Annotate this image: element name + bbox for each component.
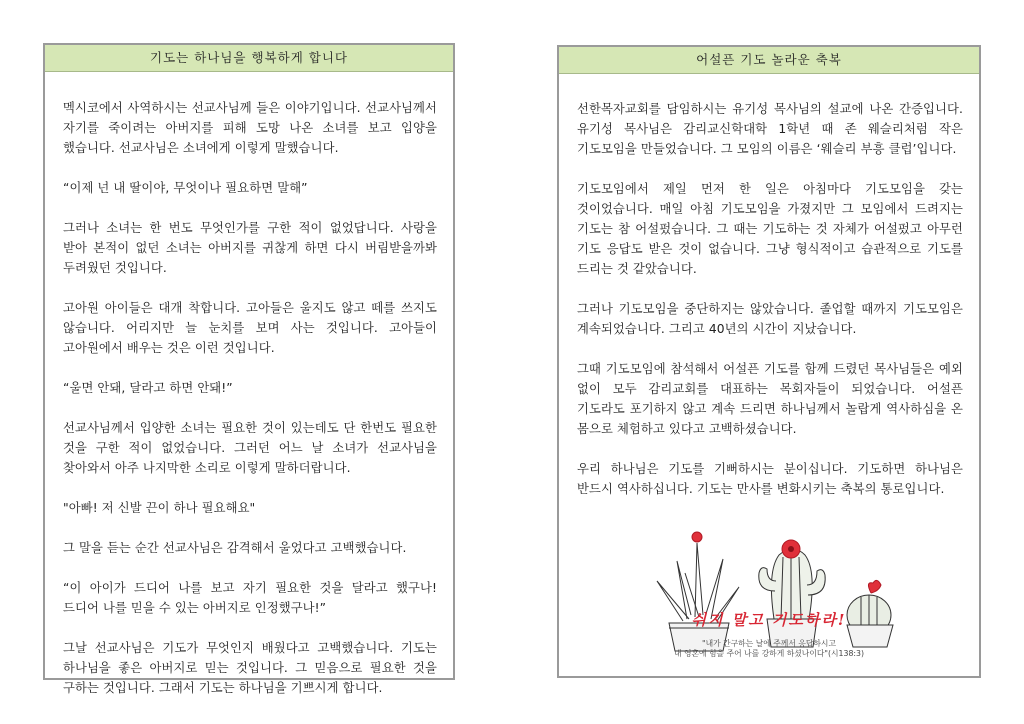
- tall-cactus-icon: [759, 540, 825, 647]
- paragraph: 멕시코에서 사역하시는 선교사님께 들은 이야기입니다. 선교사님께서 자기를 죽이려는 아버지를 피해 도망 나온 소녀를 보고 입양을 했습니다. 선교사님은 소녀에게 이렇게 말했습니다.: [63, 101, 437, 155]
- paragraph: 선교사님께서 입양한 소녀는 필요한 것이 있는데도 단 한번도 필요한 것을 구한 적이 없었습니다. 그러던 어느 날 소녀가 선교사님을 찾아와서 아주 나지막한 소리로 이렇게 말하더랍니다.: [63, 421, 437, 475]
- paragraph: “이제 넌 내 딸이야, 무엇이나 필요하면 말해”: [63, 181, 308, 195]
- paragraph: “울면 안돼, 달라고 하면 안돼!”: [63, 381, 233, 395]
- illustration-caption: 쉬지 말고 기도하라!: [691, 611, 847, 629]
- aloe-plant-icon: [657, 532, 739, 651]
- verse-line: 내 영혼에 힘을 주어 나를 강하게 하셨나이다"(시138:3): [673, 649, 865, 658]
- paragraph: “이 아이가 드디어 나를 보고 자기 필요한 것을 달라고 했구나! 드디어 나를 믿을 수 있는 아버지로 인정했구나!”: [63, 581, 437, 615]
- left-article-title: 기도는 하나님을 행복하게 합니다: [45, 45, 453, 72]
- paragraph: 선한목자교회를 담임하시는 유기성 목사님의 설교에 나온 간증입니다. 유기성 목사님은 감리교신학대학 1학년 때 존 웨슬리처럼 작은 기도모임을 만들었습니다. 그 모임의 이름은 ‘웨슬리 부흥 클럽’입니다.: [577, 102, 963, 156]
- left-article-body: [45, 72, 453, 698]
- paragraph: 우리 하나님은 기도를 기뻐하시는 분이십니다. 기도하면 하나님은 반드시 역사하십니다. 기도는 만사를 변화시키는 축복의 통로입니다.: [577, 462, 963, 496]
- right-article-body: [559, 74, 979, 499]
- bible-verse: [559, 639, 979, 659]
- right-article-panel: [557, 45, 981, 678]
- verse-line: "내가 간구하는 날에 주께서 응답하시고: [701, 639, 836, 648]
- right-article-title: 어설픈 기도 놀라운 축복: [559, 47, 979, 74]
- paragraph: 고아원 아이들은 대개 착합니다. 고아들은 울지도 않고 떼를 쓰지도 않습니다. 어리지만 늘 눈치를 보며 사는 것입니다. 고아들이 고아원에서 배우는 것은 이런 것입니다.: [63, 301, 437, 355]
- paragraph: 기도모임에서 제일 먼저 한 일은 아침마다 기도모임을 갖는 것이었습니다. 매일 아침 기도모임을 가졌지만 그 모임에서 드려지는 기도는 참 어설펐습니다. 그 때는 기도하는 것 자체가 어설펐고 아무런 기도 응답도 받은 것이 없습니다. 그냥 형식적이고 습관적으로 기도를 드리는 것 같았습니다.: [577, 182, 963, 276]
- paragraph: 그날 선교사님은 기도가 무엇인지 배웠다고 고백했습니다. 기도는 하나님을 좋은 아버지로 믿는 것입니다. 그 믿음으로 필요한 것을 구하는 것입니다. 그래서 기도는 하나님을 기쁘시게 합니다.: [63, 641, 437, 695]
- left-article-panel: [43, 43, 455, 695]
- paragraph: 그러나 소녀는 한 번도 무엇인가를 구한 적이 없었답니다. 사랑을 받아 본적이 없던 소녀는 아버지를 귀찮게 하면 다시 버림받을까봐 두려웠던 것입니다.: [63, 221, 437, 275]
- paragraph: 그 말을 듣는 순간 선교사님은 감격해서 울었다고 고백했습니다.: [63, 541, 407, 555]
- paragraph: 그러나 기도모임을 중단하지는 않았습니다. 졸업할 때까지 기도모임은 계속되었습니다. 그리고 40년의 시간이 지났습니다.: [577, 302, 963, 336]
- paragraph: "아빠! 저 신발 끈이 하나 필요해요": [63, 501, 256, 515]
- paragraph: 그때 기도모임에 참석해서 어설픈 기도를 함께 드렸던 목사님들은 예외 없이 모두 감리교회를 대표하는 목회자들이 되었습니다. 어설픈 기도라도 포기하지 않고 계속 드리면 하나님께서 놀랍게 역사하심을 온 몸으로 체험하고 있다고 고백하셨습니다.: [577, 362, 963, 436]
